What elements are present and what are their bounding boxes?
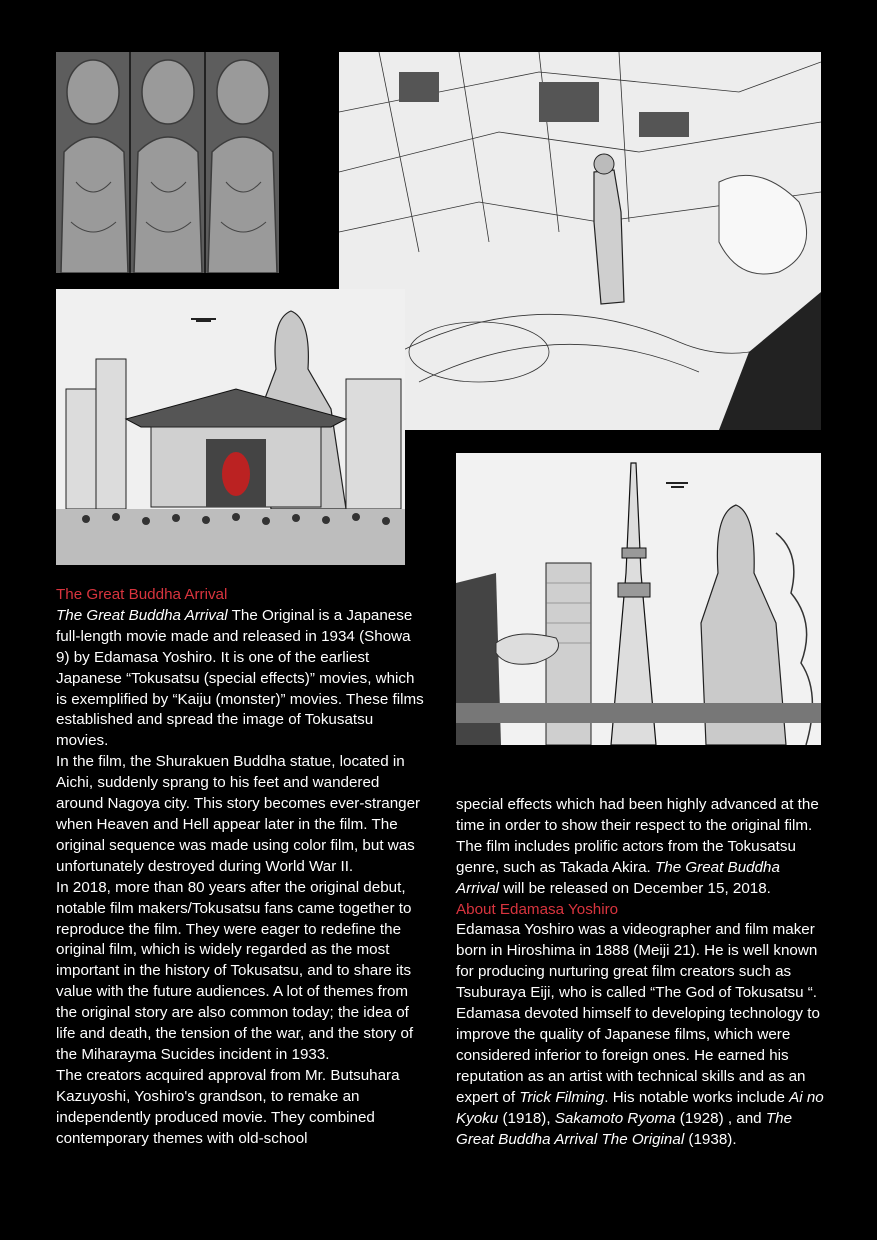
film-title-italic: The Great Buddha Arrival — [56, 606, 228, 624]
heading-great-buddha-arrival: The Great Buddha Arrival — [56, 586, 228, 603]
paragraph-approval: The creators acquired approval from Mr. Butsuhara Kazuyoshi, Yoshiro's grandson, to remake an independently produced movie. They combined contemporary themes with old-school — [56, 1066, 400, 1147]
skytree-drawing — [456, 453, 821, 745]
buddha-statue-photos — [56, 52, 279, 273]
paragraph-story: In the film, the Shurakuen Buddha statue, located in Aichi, suddenly sprang to his feet and wandered around Nagoya city. This story becomes ever-stranger when Heaven and Hell appear later in the film. The original sequence was made using color film, but was unfortunately destroyed during World War II. — [56, 753, 421, 875]
paragraph-biography: Edamasa Yoshiro was a videographer and film maker born in Hiroshima in 1888 (Meiji 21). He is well known for producing nurturing great film creators such as Tsuburaya Eiji, who is called “The God of Tokusatsu “. Edamasa devoted himself to developing technology to improve the quality of Japanese films, which were considered inferior to foreign ones. He earned his reputation as an artist with technical skills and as an expert of Trick Filming. His notable works include Ai no Kyoku (1918), Sakamoto Ryoma (1928) , and The Great Buddha Arrival The Original (1938). — [456, 921, 824, 1148]
heading-about-edamasa: About Edamasa Yoshiro — [456, 900, 619, 918]
paragraph-intro: The Great Buddha Arrival The Original is a Japanese full-length movie made and released in 1934 (Showa 9) by Edamasa Yoshiro. It is one of the earliest Japanese “Tokusatsu (special effects)” movies, which is exemplified by “Kaiju (monster)” movies. These films established and spread the image of Tokusatsu movies. — [56, 606, 424, 750]
temple-gate-drawing — [56, 289, 405, 565]
paragraph-remake: In 2018, more than 80 years after the original debut, notable film makers/Tokusatsu fans came together to reproduce the film. They were eager to redefine the original film, which is widely regarded as the most important in the history of Tokusatsu, and to share its value with the future audiences. A lot of themes from the original story are also common today; the idea of life and death, the tension of the war, and the story of the Miharayma Sucides incident in 1933. — [56, 878, 414, 1063]
aerial-buddha-drawing — [339, 52, 821, 430]
article-right-column — [456, 795, 826, 1150]
paragraph-approval-continued: special effects which had been highly advanced at the time in order to show their respect to the original film. The film includes prolific actors from the Tokusatsu genre, such as Takada Akira. The Great Buddha Arrival will be released on December 15, 2018. — [456, 796, 819, 897]
article-left-column — [56, 585, 426, 1149]
